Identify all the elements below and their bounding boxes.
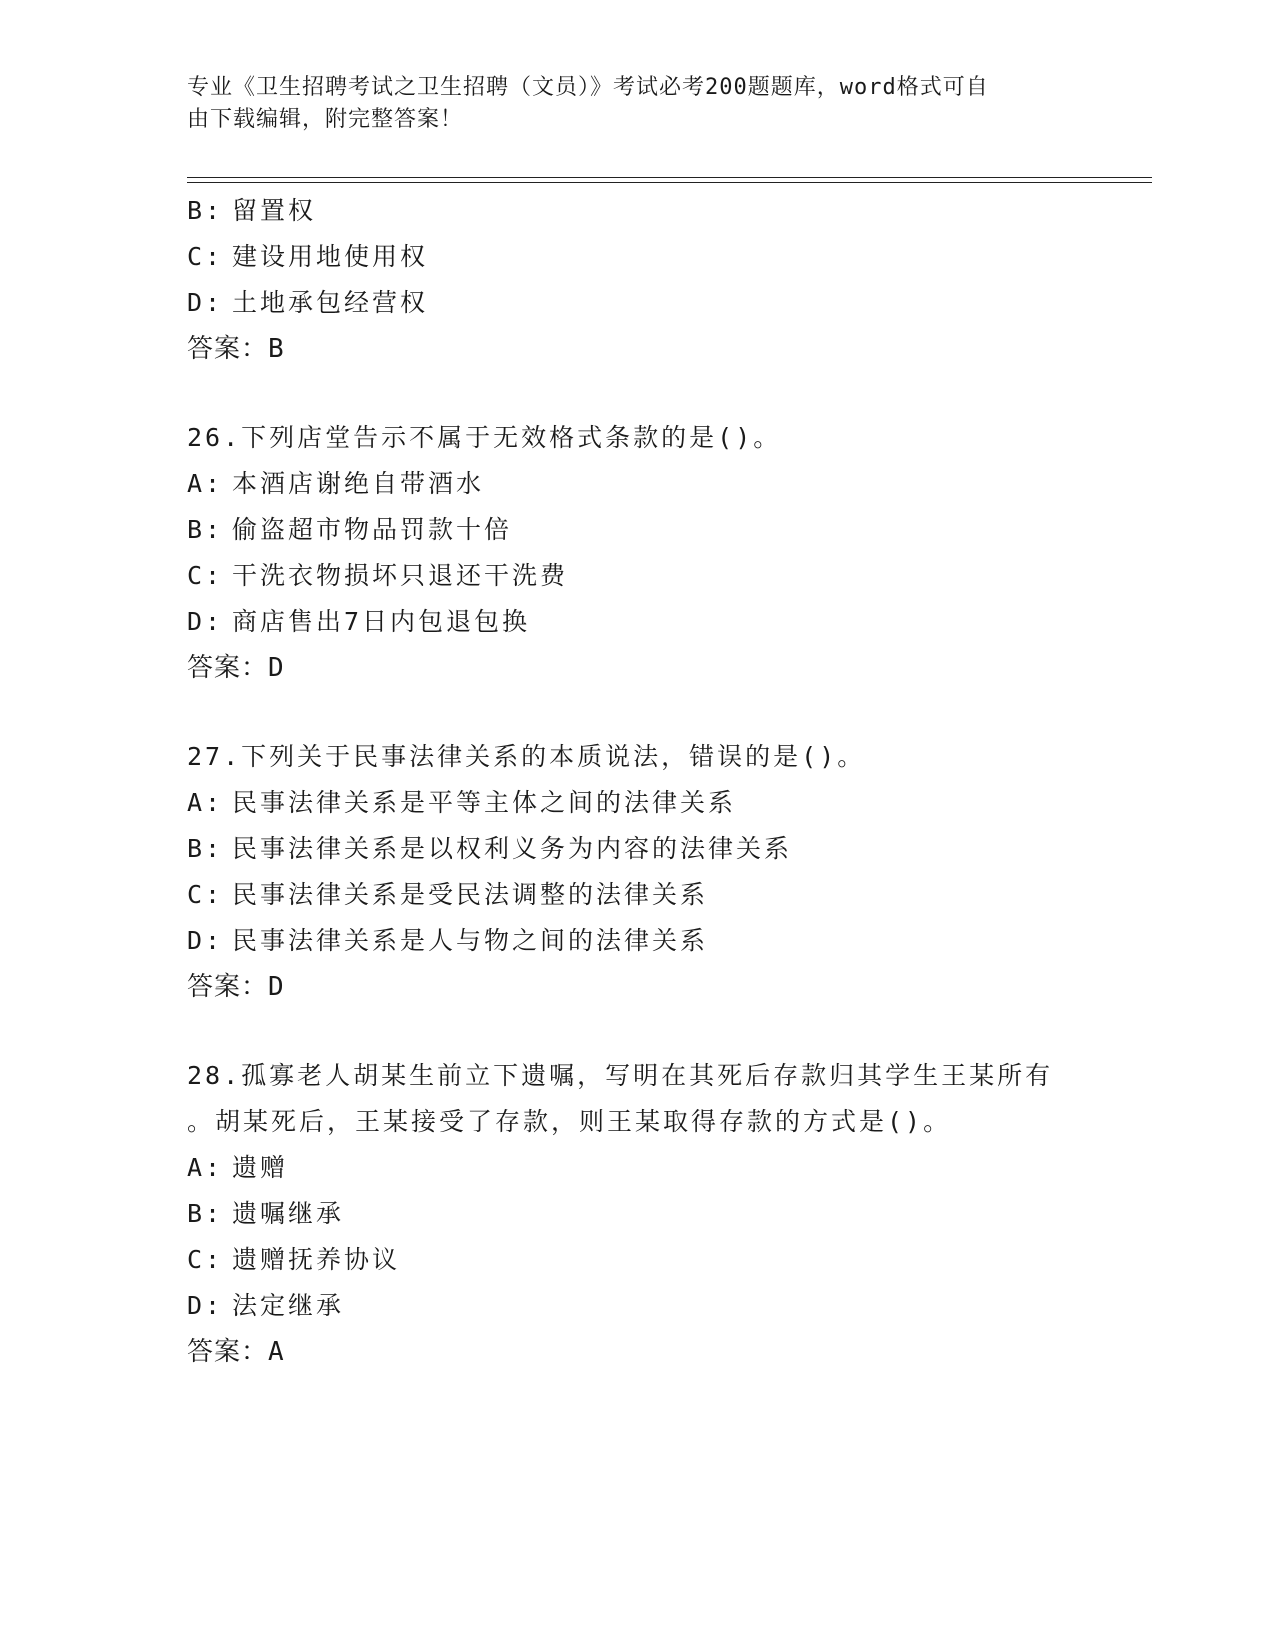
option-key: C: [187, 561, 224, 590]
option-text: 民事法律关系是人与物之间的法律关系 [232, 926, 709, 955]
document-header [187, 72, 1087, 136]
question-stem [187, 1053, 1147, 1145]
option-a [187, 461, 1147, 507]
header-divider [187, 177, 1152, 178]
option-b [187, 188, 1147, 234]
answer-value: B [268, 334, 285, 364]
option-a [187, 1145, 1147, 1191]
header-divider-secondary [187, 182, 1152, 183]
option-c [187, 1237, 1147, 1283]
question-stem [187, 415, 1147, 461]
option-key: B: [187, 834, 224, 863]
option-key: B: [187, 1199, 224, 1228]
option-text: 本酒店谢绝自带酒水 [232, 469, 485, 498]
option-d [187, 918, 1147, 964]
option-key: D: [187, 607, 224, 636]
question-26 [187, 415, 1147, 691]
option-text: 遗嘱继承 [232, 1199, 345, 1228]
option-key: A: [187, 788, 224, 817]
option-c [187, 872, 1147, 918]
question-list [187, 188, 1147, 1375]
option-text: 商店售出7日内包退包换 [232, 607, 531, 636]
answer-value: A [268, 1337, 285, 1367]
option-c [187, 234, 1147, 280]
question-28 [187, 1053, 1147, 1375]
answer-label: 答案： [187, 334, 269, 364]
option-text: 偷盗超市物品罚款十倍 [232, 515, 513, 544]
option-key: B: [187, 515, 224, 544]
question-25-continued [187, 188, 1147, 372]
answer-value: D [268, 653, 285, 683]
answer-label: 答案： [187, 972, 269, 1002]
option-b [187, 507, 1147, 553]
option-b [187, 1191, 1147, 1237]
option-key: A: [187, 1153, 224, 1182]
option-text: 遗赠 [232, 1153, 289, 1182]
question-stem [187, 734, 1147, 780]
header-line-1: 专业《卫生招聘考试之卫生招聘（文员）》考试必考200题题库，word格式可自 [187, 75, 989, 100]
option-text: 土地承包经营权 [232, 288, 429, 317]
option-key: C: [187, 242, 224, 271]
answer-value: D [268, 972, 285, 1002]
option-key: D: [187, 1291, 224, 1320]
option-key: B: [187, 196, 224, 225]
option-d [187, 1283, 1147, 1329]
option-text: 民事法律关系是以权利义务为内容的法律关系 [232, 834, 793, 863]
option-key: C: [187, 1245, 224, 1274]
option-text: 民事法律关系是平等主体之间的法律关系 [232, 788, 737, 817]
answer-line [187, 1329, 1147, 1375]
option-text: 民事法律关系是受民法调整的法律关系 [232, 880, 709, 909]
option-d [187, 280, 1147, 326]
answer-line [187, 326, 1147, 372]
option-key: A: [187, 469, 224, 498]
question-27 [187, 734, 1147, 1010]
answer-label: 答案： [187, 1337, 269, 1367]
header-line-2: 由下载编辑，附完整答案！ [187, 107, 464, 132]
option-key: D: [187, 288, 224, 317]
answer-line [187, 964, 1147, 1010]
question-stem-line: 27.下列关于民事法律关系的本质说法，错误的是()。 [187, 742, 866, 771]
question-stem-line: 28.孤寡老人胡某生前立下遗嘱，写明在其死后存款归其学生王某所有 [187, 1061, 1054, 1090]
option-text: 干洗衣物损坏只退还干洗费 [232, 561, 569, 590]
option-text: 建设用地使用权 [232, 242, 429, 271]
answer-label: 答案： [187, 653, 269, 683]
option-text: 留置权 [232, 196, 317, 225]
option-a [187, 780, 1147, 826]
option-key: C: [187, 880, 224, 909]
option-b [187, 826, 1147, 872]
option-text: 遗赠抚养协议 [232, 1245, 401, 1274]
question-stem-line: 。胡某死后，王某接受了存款，则王某取得存款的方式是()。 [187, 1107, 952, 1136]
option-key: D: [187, 926, 224, 955]
option-d [187, 599, 1147, 645]
option-c [187, 553, 1147, 599]
answer-line [187, 645, 1147, 691]
option-text: 法定继承 [232, 1291, 345, 1320]
question-stem-line: 26.下列店堂告示不属于无效格式条款的是()。 [187, 423, 782, 452]
